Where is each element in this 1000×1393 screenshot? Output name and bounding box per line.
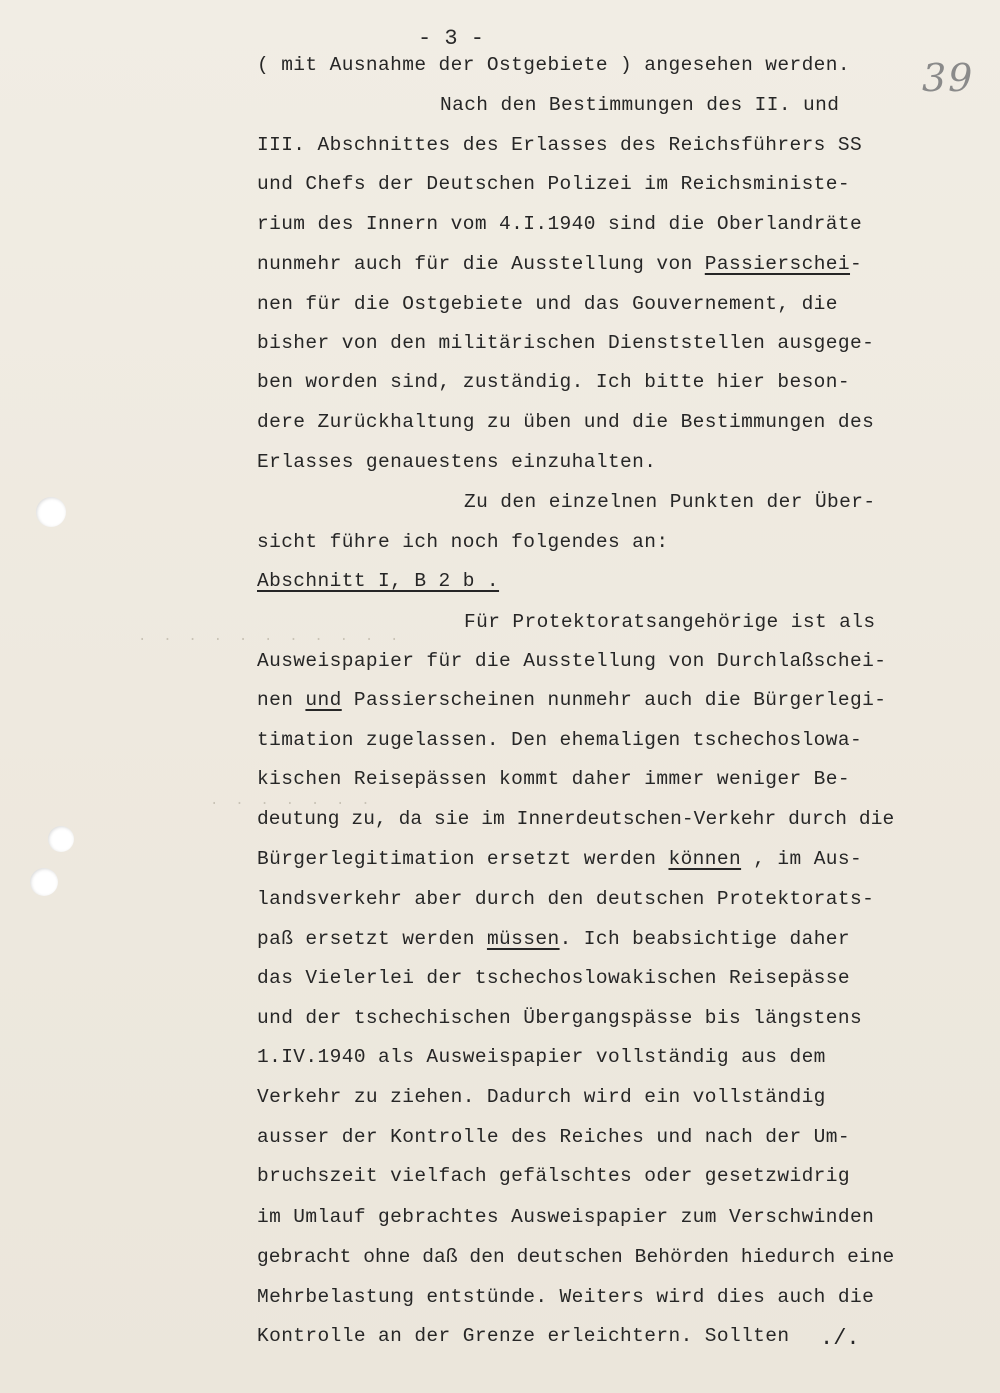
text-line: ben worden sind, zuständig. Ich bitte hier beson- (257, 371, 850, 393)
text-line: nunmehr auch für die Ausstellung von Passierschei- (257, 253, 863, 275)
text-line: Für Protektoratsangehörige ist als (464, 611, 876, 633)
text-line: bruchszeit vielfach gefälschtes oder gesetzwidrig (257, 1165, 850, 1187)
text-line: Erlasses genauestens einzuhalten. (257, 451, 657, 473)
text-line: dere Zurückhaltung zu üben und die Bestimmungen des (257, 411, 875, 433)
text-line: nen für die Ostgebiete und das Gouvernement, die (257, 293, 838, 315)
bleed-through-mark: · · · · · · · · · · · (138, 632, 399, 648)
text-line: das Vielerlei der tschechoslowakischen Reisepässe (257, 967, 850, 989)
underlined-word: und (305, 689, 342, 711)
bleed-through-mark: · · · · · · · (210, 796, 370, 812)
text-line: paß ersetzt werden müssen. Ich beabsichtige daher (257, 928, 851, 950)
text-line: Kontrolle an der Grenze erleichtern. Sollten (257, 1325, 790, 1347)
text-line: timation zugelassen. Den ehemaligen tschechoslowa- (257, 729, 863, 751)
handwritten-folio-number: 39 (922, 56, 975, 100)
punch-hole-middle (48, 826, 74, 852)
text-line: im Umlauf gebrachtes Ausweispapier zum Verschwinden (257, 1206, 875, 1228)
page-number: - 3 - (418, 26, 485, 51)
text-line: deutung zu, da sie im Innerdeutschen-Verkehr durch die (257, 808, 895, 830)
text-line: III. Abschnittes des Erlasses des Reichsführers SS (257, 134, 863, 156)
text-line: Zu den einzelnen Punkten der Über- (464, 491, 876, 513)
punch-hole-bottom (30, 868, 58, 896)
text-line: Mehrbelastung entstünde. Weiters wird dies auch die (257, 1286, 875, 1308)
text-line: nen und Passierscheinen nunmehr auch die Bürgerlegi- (257, 689, 887, 711)
text-line: sicht führe ich noch folgendes an: (257, 531, 669, 553)
text-line: 1.IV.1940 als Ausweispapier vollständig aus dem (257, 1046, 826, 1068)
punch-hole-top (36, 497, 66, 527)
text-line: Ausweispapier für die Ausstellung von Durchlaßschei- (257, 650, 887, 672)
continuation-mark: ./. (820, 1326, 860, 1351)
underlined-word: Passierschei (704, 253, 851, 275)
section-heading: Abschnitt I, B 2 b . (257, 570, 500, 592)
text-line: ( mit Ausnahme der Ostgebiete ) angesehen werden. (257, 54, 850, 76)
text-line: kischen Reisepässen kommt daher immer weniger Be- (257, 768, 850, 790)
text-line: Verkehr zu ziehen. Dadurch wird ein vollständig (257, 1086, 826, 1108)
text-line: und Chefs der Deutschen Polizei im Reichsministe- (257, 173, 850, 195)
underlined-word: müssen (486, 928, 560, 950)
underlined-word: können (668, 848, 742, 870)
text-line: rium des Innern vom 4.I.1940 sind die Oberlandräte (257, 213, 863, 235)
text-line: Bürgerlegitimation ersetzt werden können , im Aus- (257, 848, 863, 870)
text-line: Nach den Bestimmungen des II. und (440, 94, 840, 116)
text-line: bisher von den militärischen Dienststellen ausgege- (257, 332, 875, 354)
text-line: ausser der Kontrolle des Reiches und nach der Um- (257, 1126, 850, 1148)
text-line: und der tschechischen Übergangspässe bis längstens (257, 1007, 863, 1029)
text-line: landsverkehr aber durch den deutschen Protektorats- (257, 888, 875, 910)
text-line: gebracht ohne daß den deutschen Behörden hiedurch eine (257, 1246, 895, 1268)
